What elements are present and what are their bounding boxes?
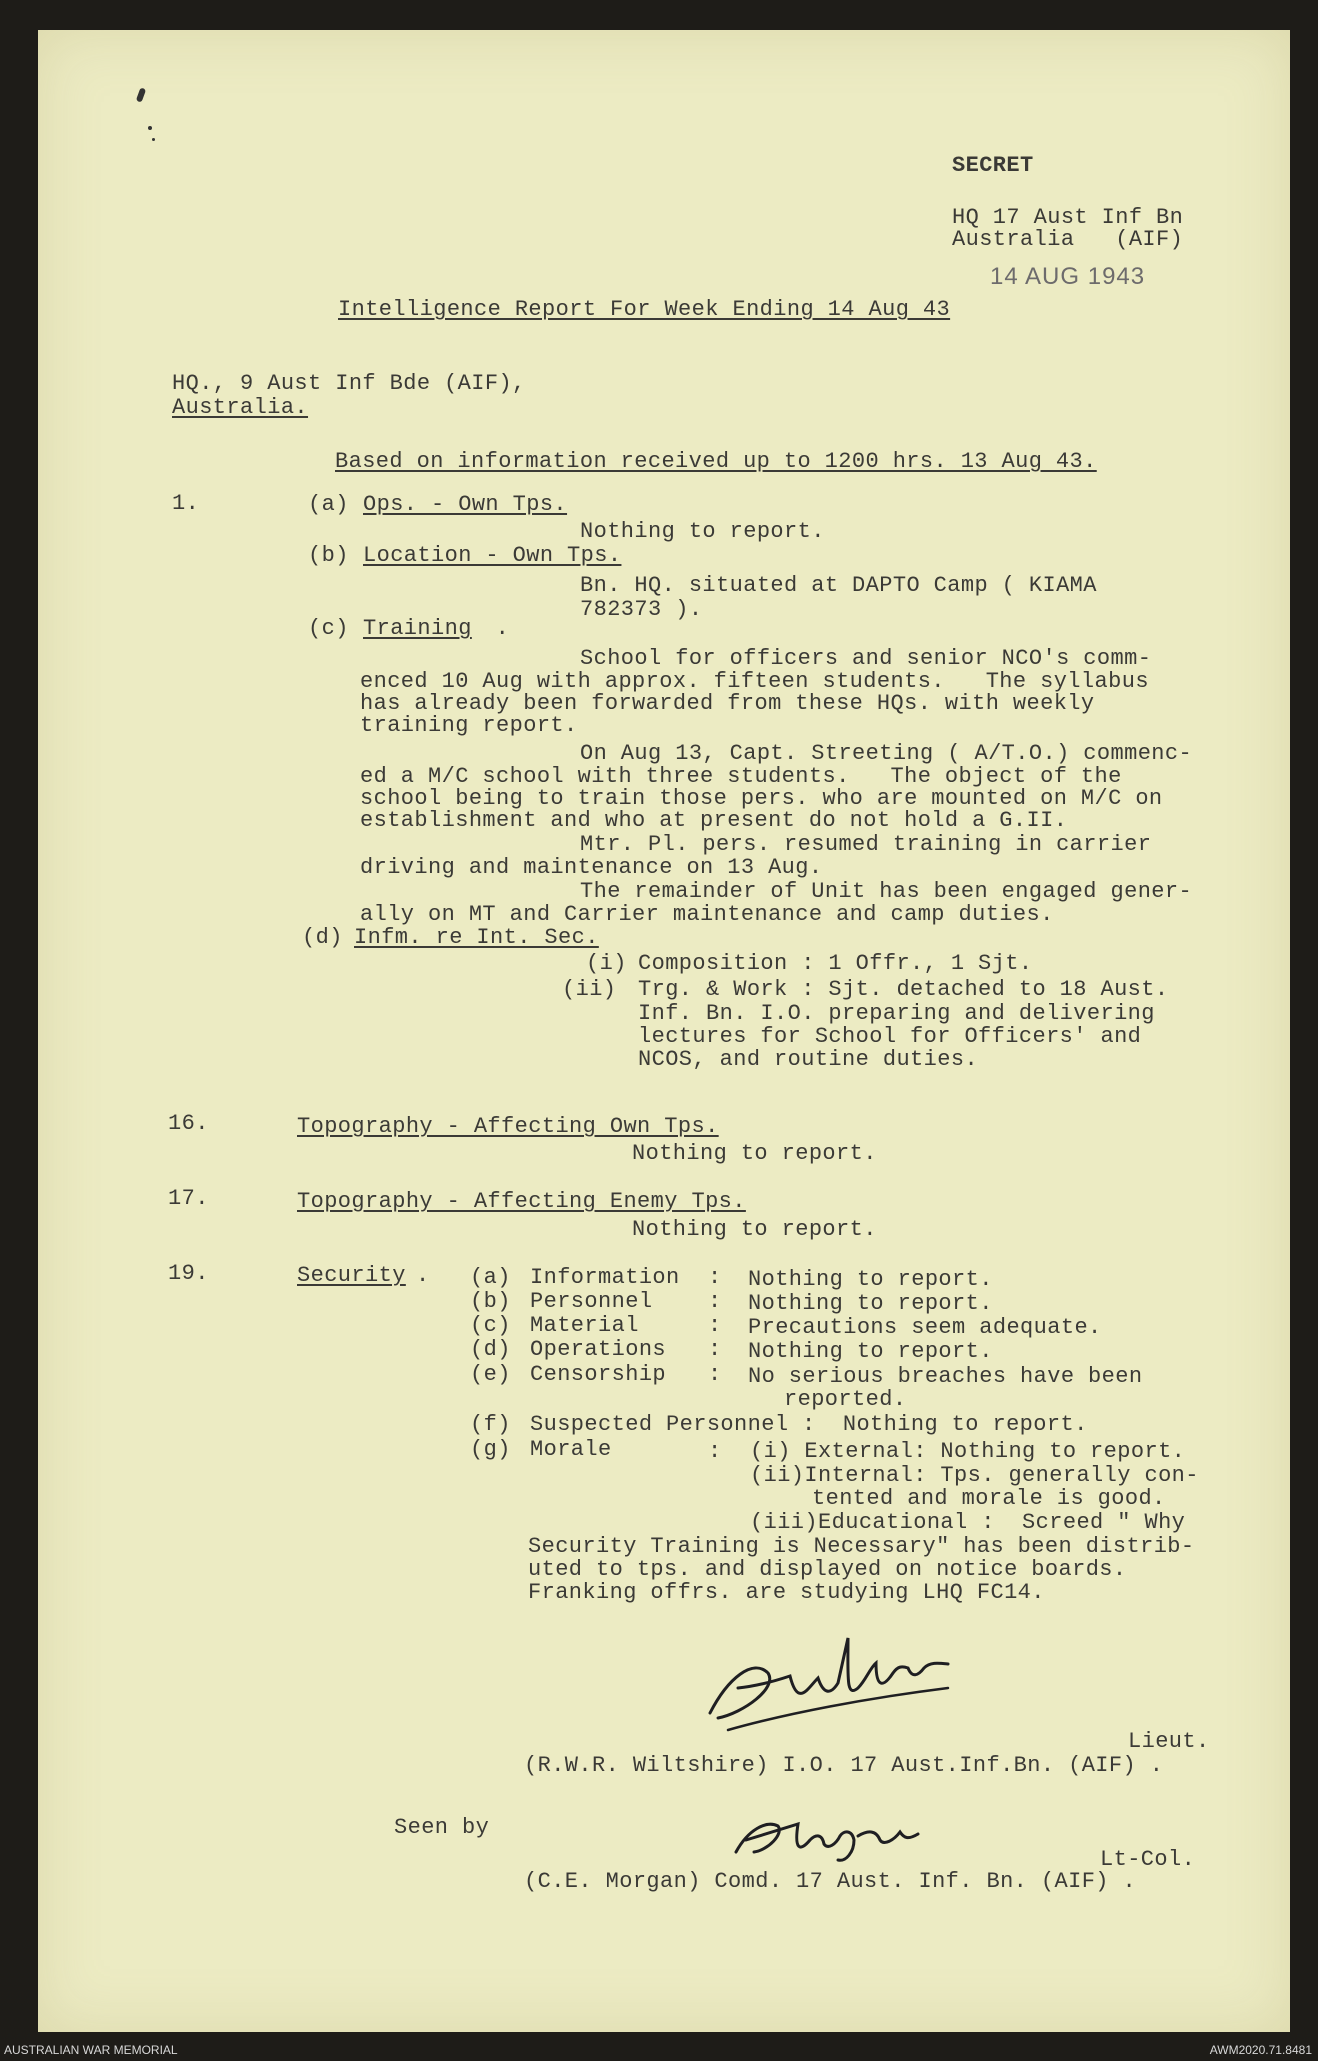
item-g-item: Morale <box>530 1437 612 1462</box>
classification: SECRET <box>952 153 1034 178</box>
morale-internal-2: tented and morale is good. <box>812 1486 1166 1511</box>
footer-accession-number: AWM2020.71.8481 <box>1209 2043 1312 2057</box>
security-row-sep: : <box>708 1313 722 1338</box>
security-row-label: (e) <box>470 1362 511 1387</box>
morgan-signature <box>728 1800 928 1880</box>
morale-tail: Franking offrs. are studying LHQ FC14. <box>528 1580 1045 1605</box>
morale-internal-1: (ii)Internal: Tps. generally con- <box>750 1463 1199 1488</box>
item-d-ii-line: Inf. Bn. I.O. preparing and delivering <box>638 1001 1155 1026</box>
security-row-label: (a) <box>470 1265 511 1290</box>
item-d-ii-line: lectures for School for Officers' and <box>638 1024 1142 1049</box>
security-row-item: Information <box>530 1265 680 1290</box>
item-d-ii-line: Trg. & Work : Sjt. detached to 18 Aust. <box>638 977 1169 1002</box>
item-d-i-text: Composition : 1 Offr., 1 Sjt. <box>638 951 1033 976</box>
training-line: On Aug 13, Capt. Streeting ( A/T.O.) commenc- <box>580 741 1193 766</box>
item-d-ii-label: (ii) <box>562 977 617 1002</box>
item-f-text: Suspected Personnel : Nothing to report. <box>530 1412 1088 1437</box>
report-title: Intelligence Report For Week Ending 14 Aug 43 <box>338 297 951 322</box>
section-19-heading: Security <box>297 1263 406 1288</box>
training-line: ed a M/C school with three students. The object of the <box>360 764 1122 789</box>
item-a-text: Nothing to report. <box>580 519 825 544</box>
security-row-label: (d) <box>470 1337 511 1362</box>
signatory-1-rank: Lieut. <box>1128 1729 1210 1754</box>
security-row-label: (b) <box>470 1289 511 1314</box>
signatory-2-rank: Lt-Col. <box>1100 1847 1196 1872</box>
item-c-heading-tail: . <box>482 616 510 641</box>
item-d-i-label: (i) <box>586 951 627 976</box>
section-16-number: 16. <box>168 1111 209 1136</box>
training-line: training report. <box>360 713 578 738</box>
item-g-label: (g) <box>470 1437 511 1462</box>
training-line: establishment and who at present do not hold a G.II. <box>360 808 1068 833</box>
training-line: school being to train those pers. who are mounted on M/C on <box>360 786 1163 811</box>
security-row-sep: : <box>708 1362 722 1387</box>
security-row-sep: : <box>708 1337 722 1362</box>
signatory-2-block: (C.E. Morgan) Comd. 17 Aust. Inf. Bn. (AIF) . <box>524 1869 1137 1894</box>
section-17-number: 17. <box>168 1186 209 1211</box>
section-19-heading-tail: . <box>416 1263 430 1288</box>
date-stamp: 14 AUG 1943 <box>990 263 1146 290</box>
staple-mark <box>136 87 146 102</box>
security-row-value: No serious breaches have been <box>748 1364 1143 1389</box>
security-row-value: Nothing to report. <box>748 1339 993 1364</box>
security-row-value: Nothing to report. <box>748 1291 993 1316</box>
footer-archive-name: AUSTRALIAN WAR MEMORIAL <box>4 2043 178 2057</box>
item-c-label: (c) <box>308 616 349 641</box>
section-19-number: 19. <box>168 1261 209 1286</box>
basis-line: Based on information received up to 1200 hrs. 13 Aug 43. <box>335 449 1097 474</box>
security-row-item: Material <box>530 1313 639 1338</box>
addressee-line-2: Australia. <box>172 395 309 420</box>
security-row-item: Operations <box>530 1337 667 1362</box>
security-row-sep: : <box>708 1289 722 1314</box>
security-row-value: Nothing to report. <box>748 1267 993 1292</box>
seen-by-label: Seen by <box>394 1815 490 1840</box>
morale-educational: (iii)Educational : Screed " Why <box>750 1510 1186 1535</box>
morale-external: (i) External: Nothing to report. <box>750 1439 1186 1464</box>
signatory-1-block: (R.W.R. Wiltshire) I.O. 17 Aust.Inf.Bn. (AIF) . <box>524 1753 1164 1778</box>
unit-line-1: HQ 17 Aust Inf Bn <box>952 205 1184 230</box>
security-row-label: (c) <box>470 1313 511 1338</box>
item-c-heading: Training <box>363 616 472 641</box>
staple-mark <box>148 126 152 130</box>
training-line: School for officers and senior NCO's comm- <box>580 646 1152 671</box>
item-b-label: (b) <box>308 543 349 568</box>
addressee-line-1: HQ., 9 Aust Inf Bde (AIF), <box>172 371 526 396</box>
section-17-text: Nothing to report. <box>632 1217 877 1242</box>
item-d-heading: Infm. re Int. Sec. <box>354 925 599 950</box>
wiltshire-signature <box>698 1618 978 1738</box>
item-d-ii-line: NCOS, and routine duties. <box>638 1047 979 1072</box>
censorship-continued: reported. <box>784 1387 907 1412</box>
security-row-value: Precautions seem adequate. <box>748 1315 1102 1340</box>
training-line: The remainder of Unit has been engaged gener- <box>580 879 1193 904</box>
security-row-item: Personnel <box>530 1289 653 1314</box>
section-1-number: 1. <box>172 491 200 516</box>
item-a-label: (a) <box>308 492 349 517</box>
item-b-text-1: Bn. HQ. situated at DAPTO Camp ( KIAMA <box>580 573 1097 598</box>
item-f-label: (f) <box>470 1412 511 1437</box>
training-line: ally on MT and Carrier maintenance and camp duties. <box>360 902 1054 927</box>
training-line: has already been forwarded from these HQs. with weekly <box>360 691 1095 716</box>
morale-tail: uted to tps. and displayed on notice boards. <box>528 1557 1127 1582</box>
training-line: Mtr. Pl. pers. resumed training in carrier <box>580 832 1152 857</box>
item-d-label: (d) <box>302 925 343 950</box>
item-a-heading: Ops. - Own Tps. <box>363 492 568 517</box>
item-b-heading: Location - Own Tps. <box>363 543 622 568</box>
training-line: enced 10 Aug with approx. fifteen students. The syllabus <box>360 669 1149 694</box>
item-g-sep: : <box>708 1439 722 1464</box>
section-16-heading: Topography - Affecting Own Tps. <box>297 1114 719 1139</box>
section-16-text: Nothing to report. <box>632 1141 877 1166</box>
security-row-item: Censorship <box>530 1362 667 1387</box>
morale-tail: Security Training is Necessary" has been distrib- <box>528 1534 1195 1559</box>
staple-mark <box>152 138 155 141</box>
section-17-heading: Topography - Affecting Enemy Tps. <box>297 1189 746 1214</box>
item-b-text-2: 782373 ). <box>580 597 703 622</box>
training-line: driving and maintenance on 13 Aug. <box>360 855 823 880</box>
unit-line-2: Australia (AIF) <box>952 227 1184 252</box>
security-row-sep: : <box>708 1265 722 1290</box>
document-page <box>38 30 1290 2032</box>
